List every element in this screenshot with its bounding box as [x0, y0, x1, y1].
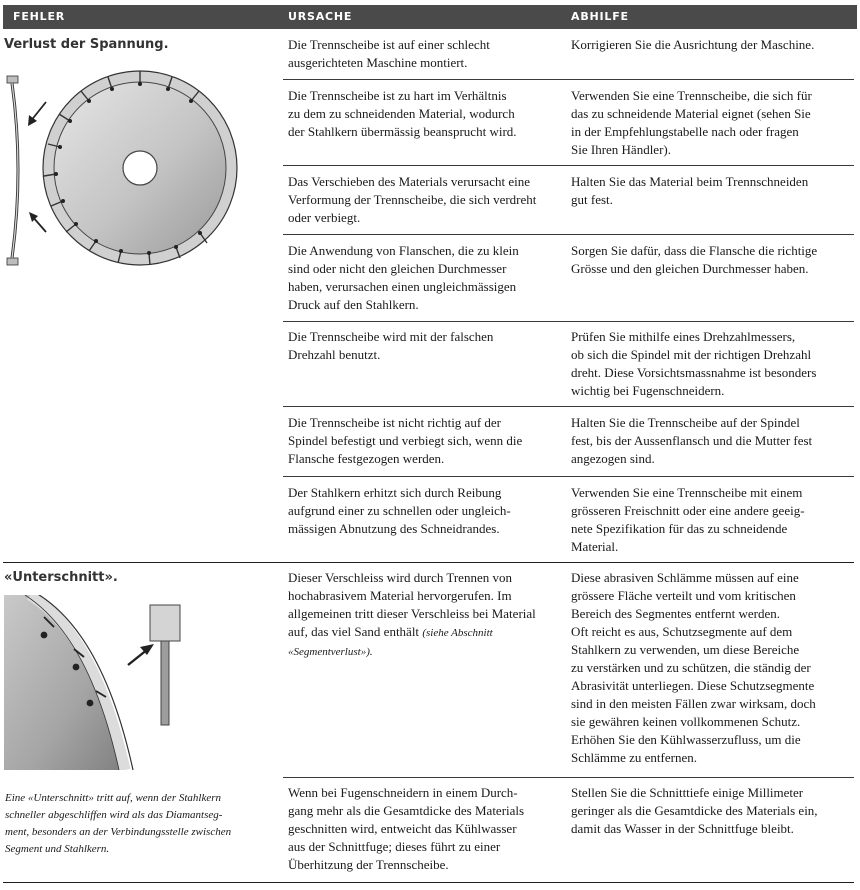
remedy-text: Korrigieren Sie die Ausrichtung der Maschine.	[571, 37, 815, 52]
blade-side-view	[7, 76, 18, 265]
cause-reference: (siehe Abschnitt «Segmentverlust»).	[288, 627, 493, 658]
table-header	[3, 5, 857, 29]
row-divider	[283, 79, 854, 80]
row-divider	[283, 321, 854, 322]
row-divider	[283, 406, 854, 407]
row-divider	[283, 777, 854, 778]
hammer-chisel-icon	[150, 605, 180, 725]
cause-text: Der Stahlkern erhitzt sich durch Reibung aufgrund einer zu schnellen oder ungleich- mässigen Abnutzung des Schneidrandes.	[288, 485, 511, 536]
cause-text: Wenn bei Fugenschneidern in einem Durch- gang mehr als die Gesamtdicke des Materials geschnitten wird, entweicht das Kühlwasser aus der Schnittfuge; dieses führt zu einer Überhitzung der Trennscheibe.	[288, 785, 525, 872]
cause-text: Die Anwendung von Flanschen, die zu klein sind oder nicht den gleichen Durchmesser haben, verursachen einen ungleichmässigen Druck auf den Stahlkern.	[288, 243, 519, 312]
row-divider	[283, 476, 854, 477]
remedy-text: Diese abrasiven Schlämme müssen auf eine grössere Fläche verteilt und vom kritischen Bereich des Segmentes entfernt werden. Oft reicht es aus, Schutzsegmente auf dem Stahlkern zu verwenden, um diese Bereiche zu verstärken und zu schützen, die ständig der Abrasivität unterliegen. Diese Schutzsegmente sind in den meisten Fällen zwar wirksam, doch sie gewähren keinen vollkommenen Schutz. Erhöhen Sie den Kühlwasserzufluss, um die Schlämme zu entfernen.	[571, 570, 816, 765]
figure-caption: Eine «Unterschnitt» tritt auf, wenn der Stahlkern schneller abgeschliffen wird als das Diamantseg- ment, besonders an der Verbindungsstelle zwischen Segment und Stahlkern.	[5, 792, 232, 855]
remedy-text: Stellen Sie die Schnitttiefe einige Millimeter geringer als die Gesamtdicke des Materials ein, damit das Wasser in der Schnittfuge bleibt.	[571, 785, 818, 836]
remedy-text: Verwenden Sie eine Trennscheibe, die sich für das zu schneidende Material eignet (sehen Sie in der Empfehlungstabelle nach oder fragen Sie Ihren Händler).	[571, 88, 812, 157]
arbor-hole	[123, 151, 157, 185]
direction-arrow-icon	[128, 644, 154, 665]
section-title-unterschnitt: «Unterschnitt».	[4, 570, 118, 585]
section-divider	[3, 562, 854, 563]
section-title-spannung: Verlust der Spannung.	[4, 37, 169, 52]
undercut-illustration	[0, 595, 280, 770]
remedy-text: Sorgen Sie dafür, dass die Flansche die richtige Grösse und den gleichen Durchmesser haben.	[571, 243, 818, 276]
row-divider	[283, 234, 854, 235]
cause-text: Das Verschieben des Materials verursacht eine Verformung der Trennscheibe, die sich verdreht oder verbiegt.	[288, 174, 537, 225]
cause-text	[288, 569, 562, 661]
cause-text: Die Trennscheibe ist auf einer schlecht ausgerichteten Maschine montiert.	[288, 37, 490, 70]
remedy-text: Halten Sie das Material beim Trennschneiden gut fest.	[571, 174, 809, 207]
force-arrow-icon	[28, 102, 46, 126]
remedy-text: Prüfen Sie mithilfe eines Drehzahlmessers, ob sich die Spindel mit der richtigen Drehzahl dreht. Diese Vorsichtsmassnahme ist besonders wichtig bei Fugenschneidern.	[571, 329, 817, 398]
diamond-disc	[43, 71, 237, 265]
header-ursache: URSACHE	[288, 10, 353, 23]
cause-text: Die Trennscheibe ist zu hart im Verhältnis zu dem zu schneidenden Material, wodurch der Stahlkern übermässig beansprucht wird.	[288, 88, 517, 139]
remedy-text: Halten Sie die Trennscheibe auf der Spindel fest, bis der Aussenflansch und die Mutter fest angezogen sind.	[571, 415, 813, 466]
disc-segment	[4, 595, 133, 770]
blade-tension-illustration	[0, 60, 280, 280]
cause-main-text: Dieser Verschleiss wird durch Trennen von hochabrasivem Material hervorgerufen. Im allgemeinen tritt dieser Verschleiss bei Material auf, das viel Sand enthält	[288, 570, 536, 639]
table-bottom-rule	[3, 882, 854, 883]
force-arrow-icon	[29, 212, 46, 232]
cause-text: Die Trennscheibe ist nicht richtig auf der Spindel befestigt und verbiegt sich, wenn die Flansche festgezogen werden.	[288, 415, 523, 466]
header-fehler: FEHLER	[13, 10, 66, 23]
remedy-text: Verwenden Sie eine Trennscheibe mit einem grösseren Freischnitt oder eine andere geeig- nete Spezifikation für das zu schneidende Material.	[571, 485, 805, 554]
header-abhilfe: ABHILFE	[571, 10, 629, 23]
cause-text: Die Trennscheibe wird mit der falschen Drehzahl benutzt.	[288, 329, 494, 362]
row-divider	[283, 165, 854, 166]
